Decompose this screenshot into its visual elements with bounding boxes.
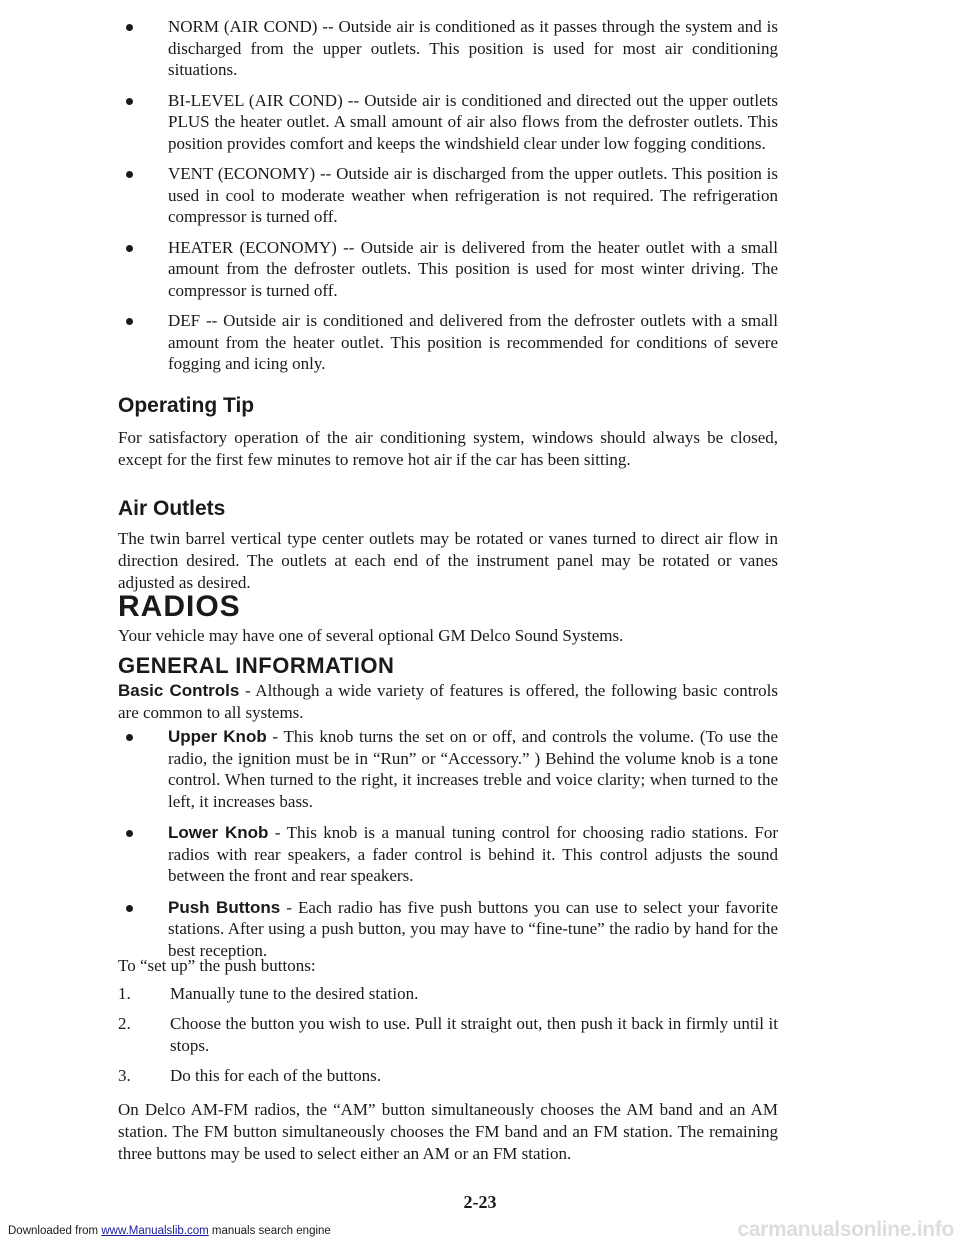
setup-steps: [118, 983, 778, 1095]
basic-controls-paragraph: [118, 680, 778, 724]
operating-tip-body: For satisfactory operation of the air conditioning system, windows should always be closed, except for the first few minutes to remove hot air if the car has been sitting.: [118, 428, 778, 469]
control-text: - Each radio has five push buttons you can use to select your favorite stations. After using a push button, you may have to “fine-tune” the radio by hand for the best reception.: [168, 897, 778, 960]
radios-intro: Your vehicle may have one of several optional GM Delco Sound Systems.: [118, 626, 624, 645]
list-item: [118, 726, 778, 812]
basic-controls-text: - Although a wide variety of features is offered, the following basic controls are common to all systems.: [118, 681, 778, 722]
air-cond-mode-list: [118, 16, 778, 384]
download-footer: [8, 1225, 331, 1237]
footer-prefix: Downloaded from: [8, 1225, 102, 1237]
list-item: BI-LEVEL (AIR COND) -- Outside air is conditioned and directed out the upper outlets PLUS the heater outlet. A small amount of air also flows from the defroster outlets. This position provides comfort and keeps the windshield clear under low fogging conditions.: [118, 90, 778, 155]
step-number: 2.: [118, 1014, 131, 1033]
am-fm-note: On Delco AM-FM radios, the “AM” button simultaneously chooses the AM band and an AM station. The FM button simultaneously chooses the FM band and an FM station. The remaining three buttons may be used to select either an AM or an FM station.: [118, 1100, 778, 1163]
control-text: - This knob turns the set on or off, and controls the volume. (To use the radio, the ignition must be in “Run” or “Accessory.” ) Behind the volume knob is a tone control. When turned to the right, it increases treble and voice clarity; when turned to the left, it increases bass.: [168, 727, 778, 811]
air-outlets-body: The twin barrel vertical type center outlets may be rotated or vanes turned to direct air flow in direction desired. The outlets at each end of the instrument panel may be rotated or vanes adjusted as desired.: [118, 529, 778, 592]
manualslib-link[interactable]: www.Manualslib.com: [101, 1225, 209, 1237]
setup-step: [118, 1065, 778, 1087]
step-text: Choose the button you wish to use. Pull it straight out, then push it back in firmly until it stops.: [170, 1014, 778, 1055]
control-label: Lower Knob: [168, 823, 269, 842]
control-text: - This knob is a manual tuning control for choosing radio stations. For radios with rear speakers, a fader control is behind it. This control adjusts the sound between the front and rear speakers.: [168, 823, 779, 885]
step-number: 1.: [118, 984, 131, 1003]
list-item: HEATER (ECONOMY) -- Outside air is delivered from the heater outlet with a small amount from the defroster outlets. This position is used for most winter driving. The compressor is turned off.: [118, 237, 778, 302]
footer-suffix: manuals search engine: [208, 1225, 331, 1237]
control-label: Push Buttons: [168, 897, 281, 917]
setup-step: [118, 1013, 778, 1057]
list-item: NORM (AIR COND) -- Outside air is conditioned as it passes through the system and is discharged from the upper outlets. This position is used for most air conditioning situations.: [118, 16, 778, 81]
radios-heading: RADIOS: [118, 590, 241, 623]
basic-controls-label: Basic Controls: [118, 681, 240, 700]
general-information-heading: GENERAL INFORMATION: [118, 653, 395, 678]
watermark: carmanualsonline.info: [737, 1218, 954, 1241]
list-item: [118, 822, 778, 887]
setup-step: [118, 983, 778, 1005]
operating-tip-heading: Operating Tip: [118, 394, 255, 417]
control-label: Upper Knob: [168, 727, 267, 746]
step-text: Manually tune to the desired station.: [170, 984, 419, 1003]
step-text: Do this for each of the buttons.: [170, 1066, 382, 1085]
list-item: VENT (ECONOMY) -- Outside air is discharged from the upper outlets. This position is used in cool to moderate weather when refrigeration is not required. The refrigeration compressor is turned off.: [118, 163, 778, 228]
radio-controls-list: [118, 726, 778, 971]
list-item: [118, 897, 778, 962]
setup-intro: To “set up” the push buttons:: [118, 956, 316, 975]
air-outlets-heading: Air Outlets: [118, 497, 226, 520]
step-number: 3.: [118, 1066, 131, 1085]
list-item: DEF -- Outside air is conditioned and delivered from the defroster outlets with a small amount from the heater outlet. This position is recommended for conditions of severe fogging and icing only.: [118, 310, 778, 375]
page-number: 2-23: [463, 1192, 497, 1212]
